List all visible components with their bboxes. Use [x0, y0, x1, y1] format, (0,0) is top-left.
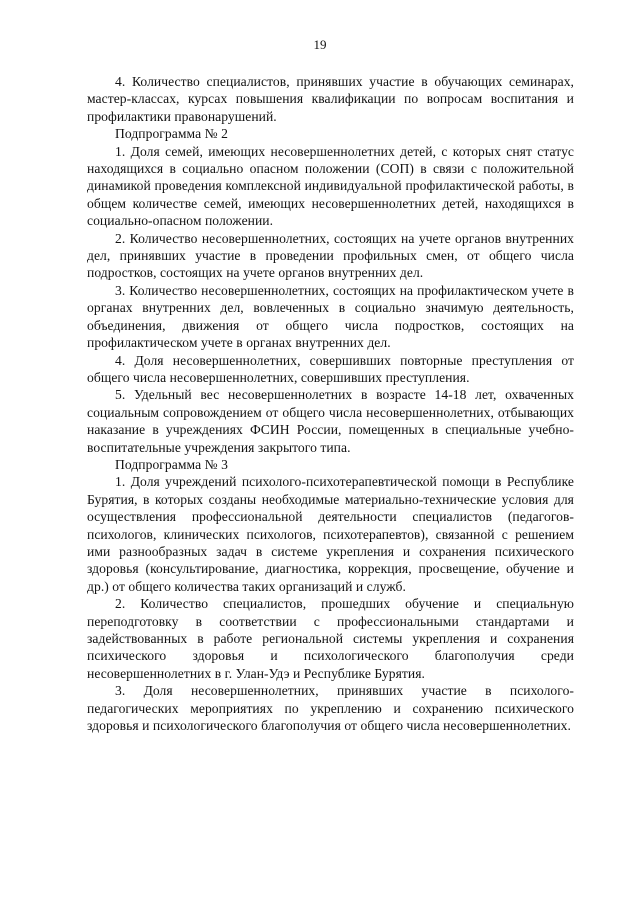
paragraph-subprogram-2-item-1: 1. Доля семей, имеющих несовершеннолетних детей, с которых снят статус находящихся в социально опасном положении (СОП) в связи с положительной динамикой проведения комплексной индивидуальной профилактической работы, в общем количестве семей, имеющих несовершеннолетних детей, находящихся в социально-опасном положении.	[87, 143, 574, 229]
paragraph-subprogram-2-item-5: 5. Удельный вес несовершеннолетних в возрасте 14-18 лет, охваченных социальным сопровождением от общего числа несовершеннолетних, отбывающих наказание в учреждениях ФСИН России, помещенных в специальные учебно-воспитательные учреждения закрытого типа.	[87, 387, 574, 455]
paragraph-subprogram-2-item-3: 3. Количество несовершеннолетних, состоящих на профилактическом учете в органах внутренних дел, вовлеченных в социально значимую деятельность, объединения, движения от общего числа подростков, состоящих на профилактическом учете в органах внутренних дел.	[87, 282, 574, 351]
paragraph-subprogram-3-item-2: 2. Количество специалистов, прошедших обучение и специальную переподготовку в соответствии с профессиональными стандартами и задействованных в работе региональной системы укрепления и сохранения психического здоровья и психологического благополучия среди несовершеннолетних в г. Улан-Удэ и Республике Бурятия.	[87, 596, 574, 681]
page-number: 19	[313, 37, 327, 52]
subprogram-3-heading: Подпрограмма № 3	[115, 456, 228, 472]
paragraph-subprogram-3-item-1: 1. Доля учреждений психолого-психотерапевтической помощи в Республике Бурятия, в которых созданы необходимые материально-технические условия для осуществления профессиональной деятельности специалистов (педагогов-психологов, клинических психологов, психотерапевтов), связанной с решением ими разнообразных задач в системе укрепления и сохранения психического здоровья (консультирование, диагностика, коррекция, просвещение, обучение и др.) от общего количества таких организаций и служб.	[87, 474, 574, 594]
paragraph-subprogram-3-item-3: 3. Доля несовершеннолетних, принявших участие в психолого-педагогических мероприятиях по укреплению и сохранению психического здоровья и психологического благополучия от общего числа несовершеннолетних.	[87, 683, 574, 734]
paragraph-subprogram-2-item-2: 2. Количество несовершеннолетних, состоящих на учете органов внутренних дел, принявших участие в проведении профильных смен, от общего числа подростков, состоящих на учете органов внутренних дел.	[87, 230, 574, 281]
paragraph-program-item-4: 4. Количество специалистов, принявших участие в обучающих семинарах, мастер-классах, курсах повышения квалификации по вопросам воспитания и профилактики правонарушений.	[87, 74, 574, 124]
paragraph-subprogram-2-item-4: 4. Доля несовершеннолетних, совершивших повторные преступления от общего числа несовершеннолетних, совершивших преступления.	[87, 352, 574, 385]
subprogram-2-heading: Подпрограмма № 2	[115, 126, 228, 142]
document-body	[87, 73, 574, 734]
